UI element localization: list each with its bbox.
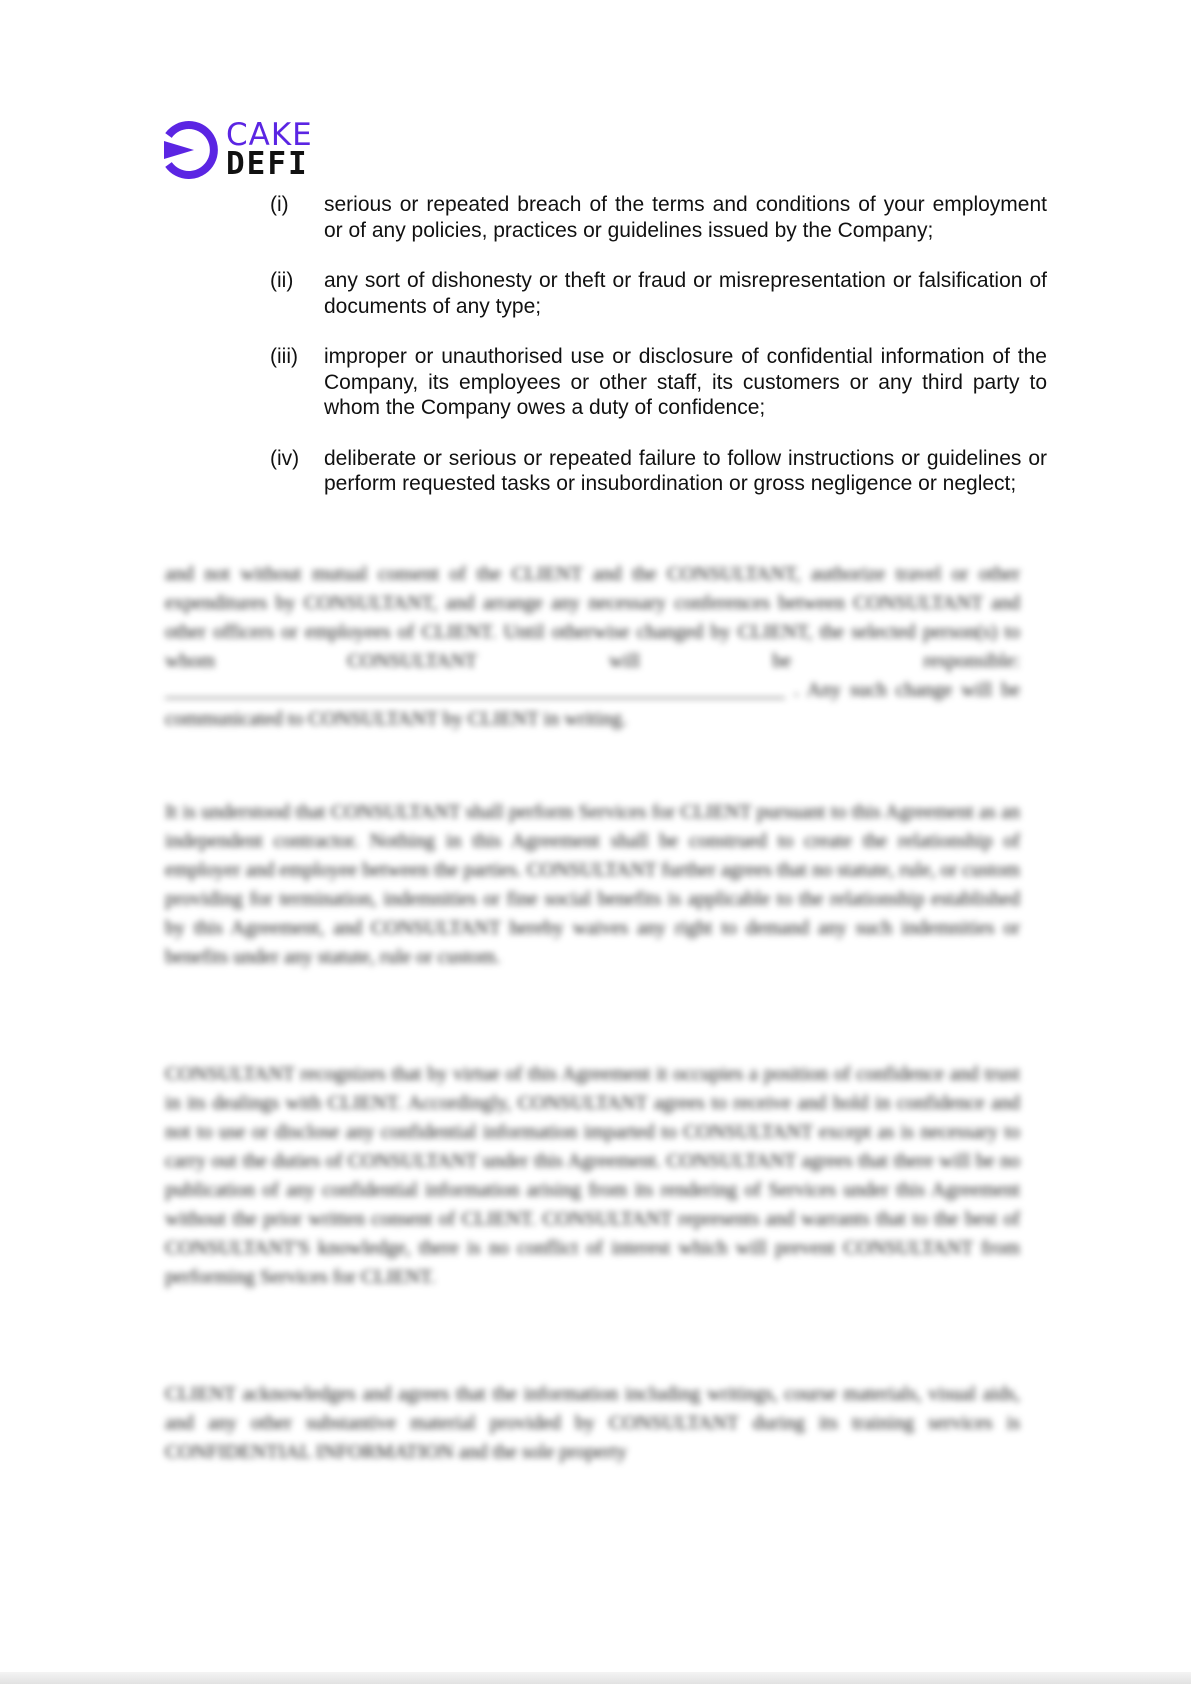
logo-line-defi: DEFI — [226, 146, 309, 182]
clause-item — [270, 446, 1047, 497]
cake-defi-logo-icon — [160, 121, 218, 179]
clause-number: (iv) — [270, 446, 300, 470]
logo-wordmark — [226, 117, 313, 182]
blurred-paragraph: CLIENT acknowledges and agrees that the information including writings, course materials, visual aids, and any other substantive material provided by CONSULTANT during its training services is CONFIDENTIAL INFORMATION and the sole property — [165, 1383, 1020, 1463]
clause-text: deliberate or serious or repeated failure to follow instructions or guidelines or perform requested tasks or insubordination or gross negligence or neglect; — [324, 446, 1047, 495]
blurred-paragraph: and not without mutual consent of the CLIENT and the CONSULTANT, authorize travel or other expenditures by CONSULTANT, and arrange any necessary conferences between CONSULTANT and other officers or employees of CLIENT. Until otherwise changed by CLIENT, the selected person(s) to whom CONSULTANT will be responsible: ______________________________________________________________ . Any such change will be communicated to CONSULTANT by CLIENT in writing. — [165, 563, 1020, 730]
clause-number: (i) — [270, 193, 289, 216]
page-bottom-edge — [0, 1672, 1191, 1684]
clause-text: serious or repeated breach of the terms and conditions of your employment or of any policies, practices or guidelines issued by the Company; — [324, 193, 1047, 242]
clause-item — [270, 268, 1047, 319]
company-logo — [160, 117, 320, 182]
blurred-paragraph: It is understood that CONSULTANT shall perform Services for CLIENT pursuant to this Agreement as an independent contractor. Nothing in this Agreement shall be construed to create the relationship of employer and employee between the parties. CONSULTANT further agrees that no statute, rule, or custom providing for termination, indemnities or fine social benefits is applicable to the relationship established by this Agreement, and CONSULTANT hereby waives any right to demand any such indemnities or benefits under any statute, rule or custom. — [165, 801, 1020, 968]
logo-line-cake: CAKE — [226, 117, 313, 153]
clause-number: (ii) — [270, 269, 294, 292]
clause-item — [270, 344, 1047, 421]
blurred-paragraph: CONSULTANT recognizes that by virtue of this Agreement it occupies a position of confidence and trust in its dealings with CLIENT. Accordingly, CONSULTANT agrees to receive and hold in confidence and not to use or disclose any confidential information imparted to CONSULTANT except as is necessary to carry out the duties of CONSULTANT under this Agreement. CONSULTANT agrees that there will be no publication of any confidential information arising from its rendering of Services under this Agreement without the prior written consent of CLIENT. CONSULTANT represents and warrants that to the best of CONSULTANT'S knowledge, there is no conflict of interest which will prevent CONSULTANT from performing Services for CLIENT. — [165, 1063, 1020, 1288]
clause-item — [270, 192, 1047, 243]
clause-text: improper or unauthorised use or disclosure of confidential information of the Company, its employees or other staff, its customers or any third party to whom the Company owes a duty of confidence; — [324, 345, 1047, 419]
clause-list — [270, 192, 1047, 522]
clause-number: (iii) — [270, 345, 298, 368]
clause-text: any sort of dishonesty or theft or fraud or misrepresentation or falsification of documents of any type; — [324, 269, 1047, 318]
